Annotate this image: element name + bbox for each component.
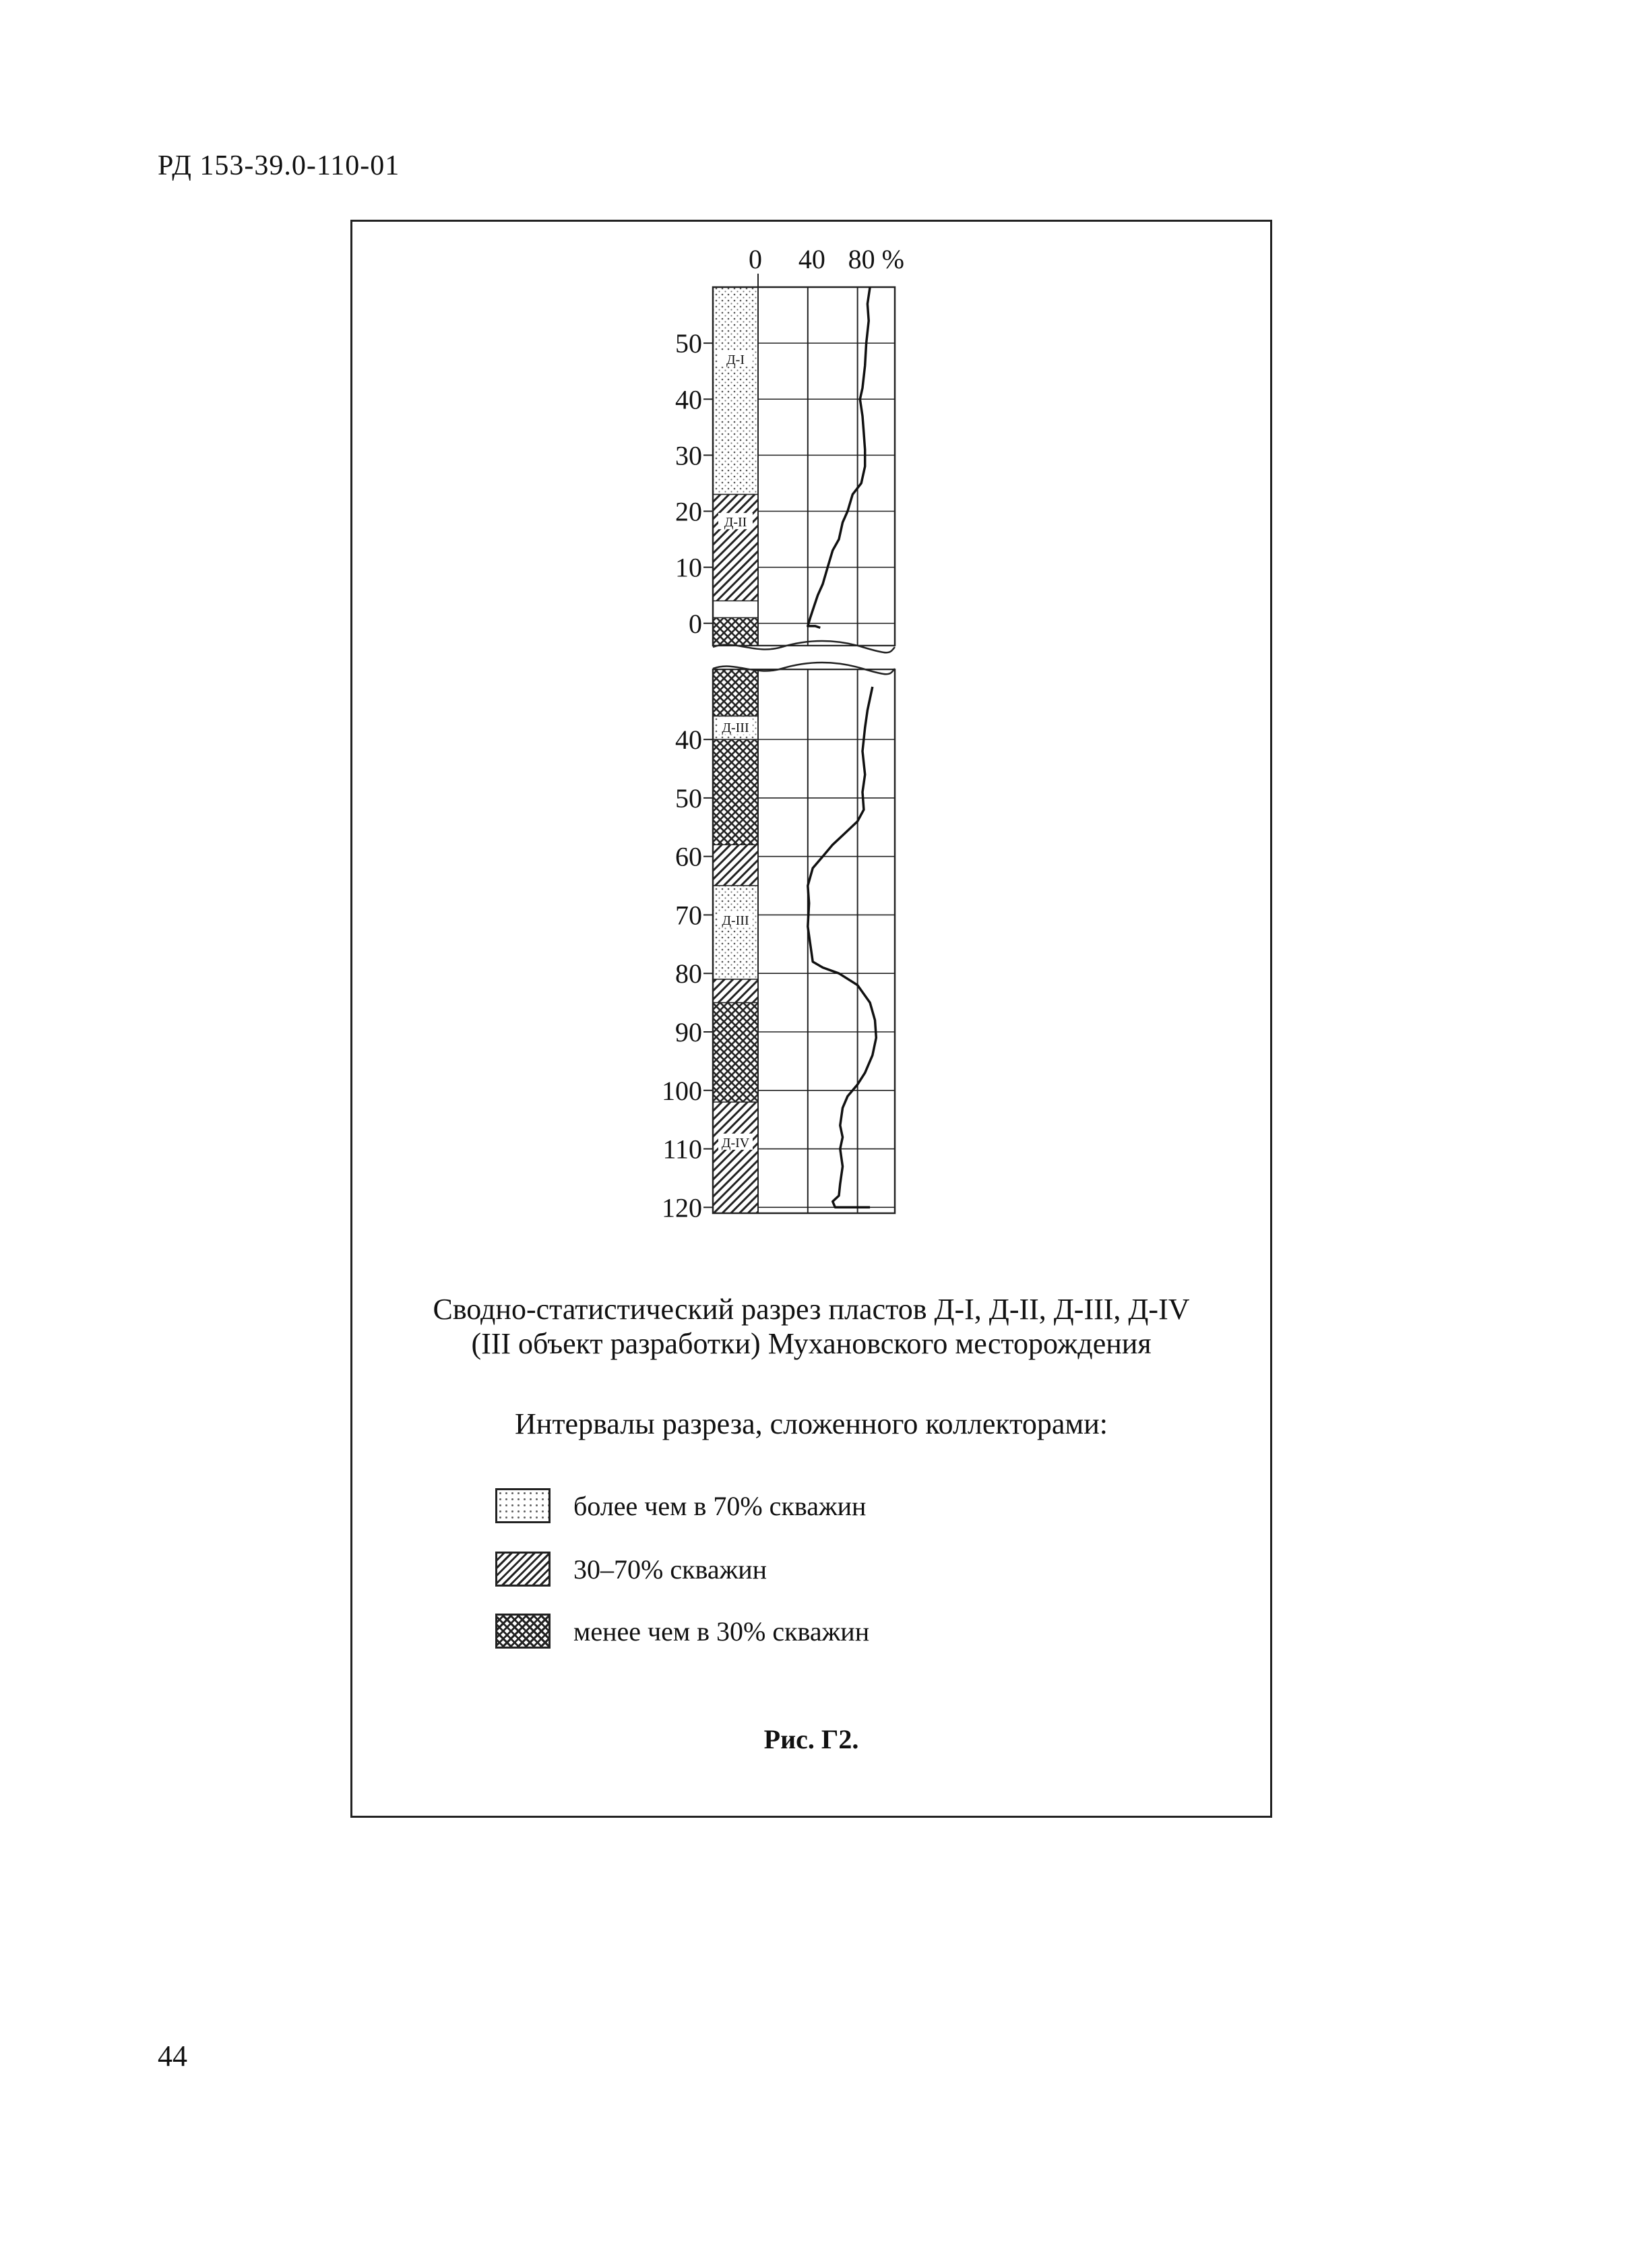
zone-label: Д-I: [726, 353, 745, 368]
zone-hatch: [713, 495, 758, 601]
zone-crosshatch: [713, 739, 758, 845]
zone-crosshatch: [713, 1003, 758, 1103]
page-number: 44: [158, 2040, 187, 2073]
zone-hatch: [713, 845, 758, 886]
x-tick-label: 80 %: [848, 244, 904, 274]
zone-hatch: [713, 979, 758, 1003]
legend-label: менее чем в 30% скважин: [573, 1616, 870, 1647]
legend-swatch-dots: [495, 1488, 551, 1523]
legend-label: более чем в 70% скважин: [573, 1490, 867, 1521]
zone-hatch: [713, 1102, 758, 1213]
legend-swatch-crosshatch: [495, 1614, 551, 1649]
legend-item-dots: [495, 1485, 866, 1526]
zone-label: Д-II: [724, 515, 747, 530]
zone-label: Д-III: [722, 720, 749, 735]
y-tick-label: 50: [675, 783, 702, 814]
legend-label: 30–70% скважин: [573, 1554, 767, 1585]
zone-label: Д-IV: [721, 1135, 750, 1151]
y-tick-label: 10: [675, 552, 702, 583]
y-tick-label: 20: [675, 496, 702, 527]
y-tick-label: 40: [675, 725, 702, 756]
y-tick-label: 120: [662, 1192, 702, 1223]
data-curve: [808, 687, 877, 1207]
y-tick-label: 70: [675, 900, 702, 931]
x-tick-label: 40: [798, 244, 825, 274]
y-tick-label: 110: [662, 1134, 702, 1165]
y-tick-label: 50: [675, 328, 702, 359]
zone-dots: [713, 287, 758, 495]
zone-crosshatch: [713, 669, 758, 716]
document-code: РД 153-39.0-110-01: [158, 150, 400, 181]
y-tick-label: 30: [675, 440, 702, 471]
x-tick-label: 0: [749, 244, 762, 274]
legend-item-crosshatch: [495, 1611, 869, 1651]
y-tick-label: 100: [662, 1075, 702, 1106]
zone-crosshatch: [713, 617, 758, 646]
legend-swatch-hatch: [495, 1552, 551, 1587]
zone-dots: [713, 886, 758, 979]
zone-label: Д-III: [722, 913, 749, 929]
break-gap: [712, 646, 896, 669]
caption-line-1: Сводно-статистический разрез пластов Д-I, Д-II, Д-III, Д-IV: [433, 1293, 1190, 1326]
data-curve: [808, 287, 870, 627]
figure-caption: [350, 1293, 1272, 1361]
y-tick-label: 0: [689, 608, 702, 639]
legend-item-hatch: [495, 1549, 767, 1589]
section-chart: [350, 220, 1272, 1264]
y-tick-label: 60: [675, 841, 702, 872]
caption-line-2: (III объект разработки) Мухановского месторождения: [471, 1326, 1152, 1360]
intervals-title: Интервалы разреза, сложенного коллекторами:: [515, 1407, 1108, 1440]
y-tick-label: 90: [675, 1017, 702, 1047]
y-tick-label: 40: [675, 384, 702, 415]
y-tick-label: 80: [675, 958, 702, 989]
figure-label: Рис. Г2.: [763, 1724, 859, 1754]
